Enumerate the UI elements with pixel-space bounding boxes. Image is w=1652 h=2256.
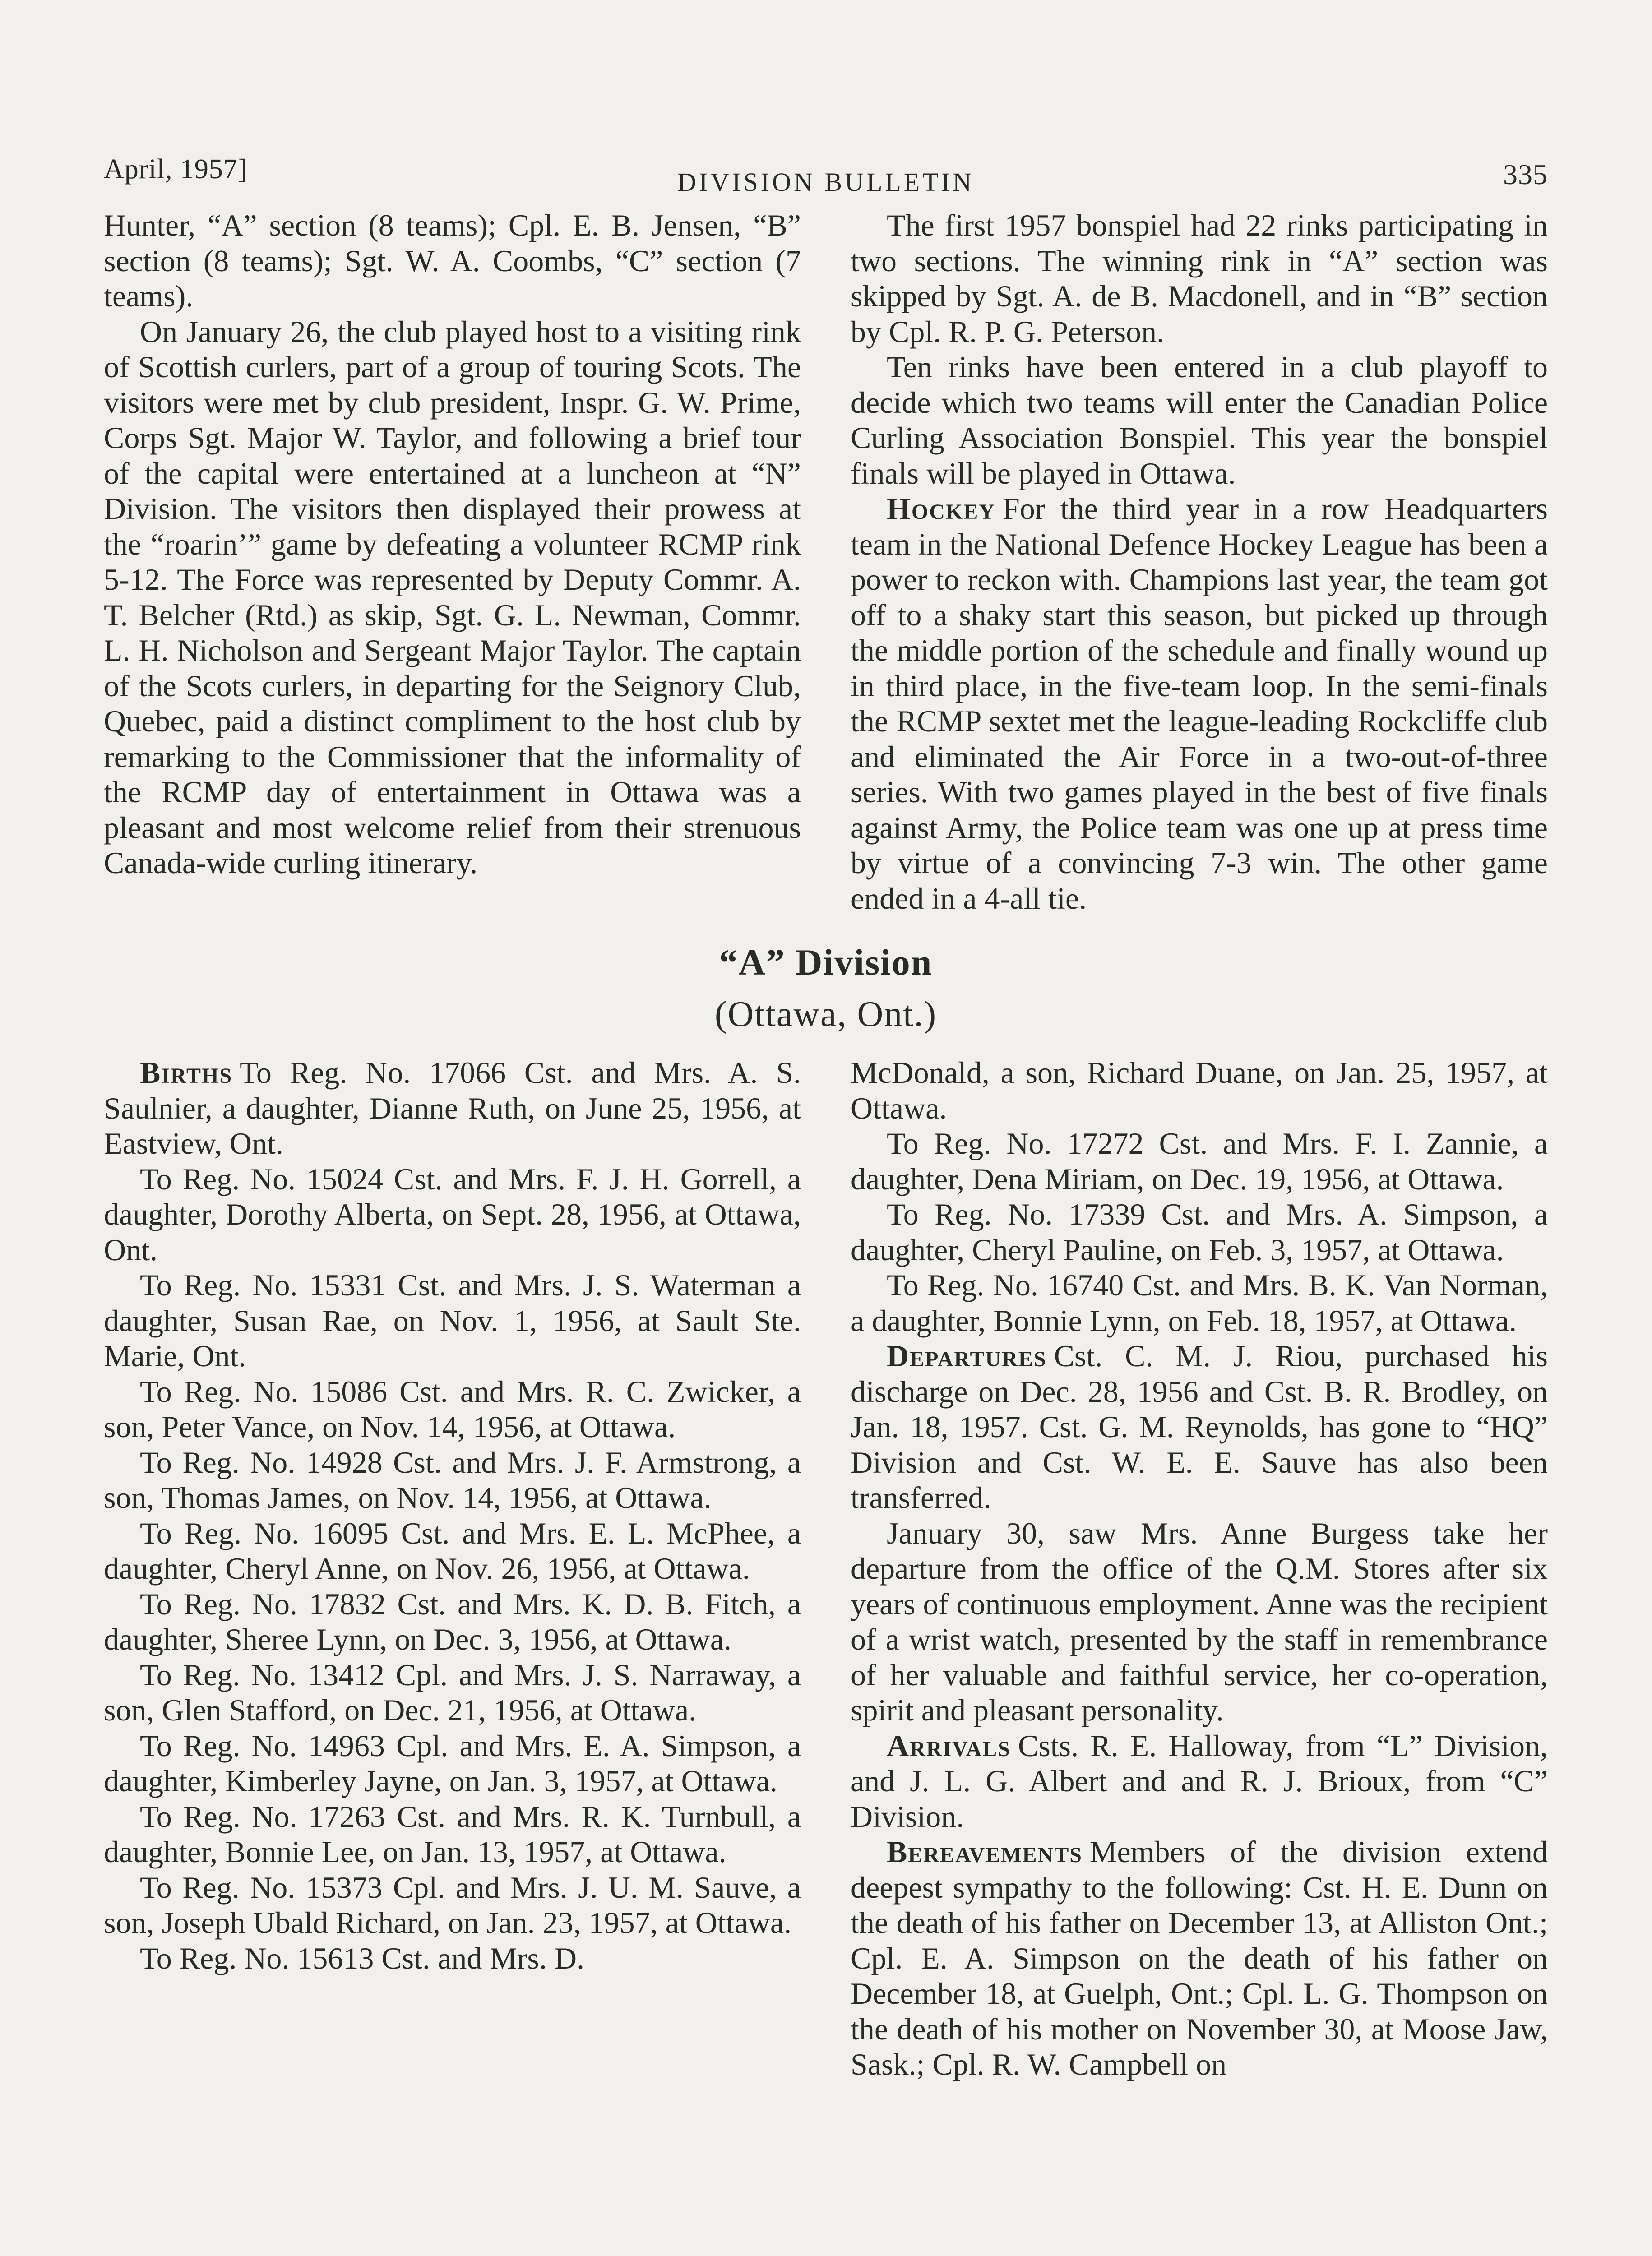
scottish-visit-paragraph: On January 26, the club played host to a visiting rink of Scottish curlers, part of a group of touring Scots. The visitors were met by club president, Inspr. G. W. Prime, Corps Sgt. Major W. Taylor, and following a brief tour of the capital were entertained at a luncheon at “N” Division. The visitors then displayed their prowess at the “roarin’” game by defeating a volunteer RCMP rink 5-12. The Force was represented by Deputy Commr. A. T. Belcher (Rtd.) as skip, Sgt. G. L. Newman, Commr. L. H. Nicholson and Sergeant Major Taylor. The captain of the Scots curlers, in departing for the Seignory Club, Quebec, paid a distinct compliment to the host club by remarking to the Commissioner that the informality of the RCMP day of entertainment in Ottawa was a pleasant and most welcome relief from their strenuous Canada-wide curling itinerary. [104,314,801,880]
departures-paragraph [851,1338,1548,1516]
hockey-paragraph [851,491,1548,916]
playoff-paragraph: Ten rinks have been entered in a club playoff to decide which two teams will enter the Canadian Police Curling Association Bonspiel. This year the bonspiel finals will be played in Ottawa. [851,350,1548,490]
bottom-section [104,1055,1548,2082]
bereavements-text: Members of the division extend deepest sympathy to the following: Cst. H. E. Dunn on the death of his father on December 13, at Alliston Ont.; Cpl. E. A. Simpson on the death of his father on December 18, at Guelph, Ont.; Cpl. L. G. Thompson on the death of his mother on November 30, at Moose Jaw, Sask.; Cpl. R. W. Campbell on [851,1835,1548,2081]
births-column [104,1055,801,2082]
notices-column [851,1055,1548,2082]
departures-text: Cst. C. M. J. Riou, purchased his discharge on Dec. 28, 1956 and Cst. B. R. Brodley, on Jan. 18, 1957. Cst. G. M. Reynolds, has gone to “HQ” Division and Cst. W. E. E. Sauve has also been transferred. [851,1339,1548,1515]
departures-label: Departures [887,1339,1047,1373]
bereavements-paragraph [851,1834,1548,2082]
bereavements-label: Bereavements [887,1835,1083,1869]
birth-entry: To Reg. No. 14928 Cst. and Mrs. J. F. Armstrong, a son, Thomas James, on Nov. 14, 1956, at Ottawa. [104,1445,801,1515]
birth-entry: To Reg. No. 15331 Cst. and Mrs. J. S. Waterman a daughter, Susan Rae, on Nov. 1, 1956, at Sault Ste. Marie, Ont. [104,1268,801,1373]
top-right-column [851,208,1548,916]
birth-entry: To Reg. No. 17272 Cst. and Mrs. F. I. Zannie, a daughter, Dena Miriam, on Dec. 19, 1956, at Ottawa. [851,1126,1548,1196]
arrivals-label: Arrivals [887,1728,1011,1763]
birth-entry: To Reg. No. 15086 Cst. and Mrs. R. C. Zwicker, a son, Peter Vance, on Nov. 14, 1956, at Ottawa. [104,1374,801,1444]
division-heading [104,938,1548,1041]
hockey-text: For the third year in a row Headquarters team in the National Defence Hockey League has been a power to reckon with. Champions last year, the team got off to a shaky start this season, but picked up through the middle portion of the schedule and finally wound up in third place, in the five-team loop. In the semi-finals the RCMP sextet met the league-leading Rockcliffe club and eliminated the Air Force in a two-out-of-three series. With two games played in the best of five finals against Army, the Police team was one up at press time by virtue of a convincing 7-3 win. The other game ended in a 4-all tie. [851,491,1548,915]
birth-entry: To Reg. No. 16740 Cst. and Mrs. B. K. Van Norman, a daughter, Bonnie Lynn, on Feb. 18, 1957, at Ottawa. [851,1268,1548,1338]
burgess-paragraph: January 30, saw Mrs. Anne Burgess take her departure from the office of the Q.M. Stores after six years of continuous employment. Anne was the recipient of a wrist watch, presented by the staff in remembrance of her valuable and faithful service, her co-operation, spirit and pleasant personality. [851,1516,1548,1727]
births-first-text: To Reg. No. 17066 Cst. and Mrs. A. S. Saulnier, a daughter, Dianne Ruth, on June 25, 1956, at Eastview, Ont. [104,1055,801,1160]
curling-sections-paragraph: Hunter, “A” section (8 teams); Cpl. E. B. Jensen, “B” section (8 teams); Sgt. W. A. Coombs, “C” section (7 teams). [104,208,801,313]
running-title: DIVISION BULLETIN [677,167,974,197]
division-title: “A” Division [719,942,933,983]
birth-entry: To Reg. No. 17263 Cst. and Mrs. R. K. Turnbull, a daughter, Bonnie Lee, on Jan. 13, 1957, at Ottawa. [104,1799,801,1869]
births-label: Births [140,1055,233,1090]
birth-entry: To Reg. No. 15373 Cpl. and Mrs. J. U. M. Sauve, a son, Joseph Ubald Richard, on Jan. 23, 1957, at Ottawa. [104,1870,801,1940]
birth-entry: To Reg. No. 16095 Cst. and Mrs. E. L. McPhee, a daughter, Cheryl Anne, on Nov. 26, 1956, at Ottawa. [104,1516,801,1586]
birth-entry: To Reg. No. 15024 Cst. and Mrs. F. J. H. Gorrell, a daughter, Dorothy Alberta, on Sept. 28, 1956, at Ottawa, Ont. [104,1161,801,1267]
birth-entry: To Reg. No. 17339 Cst. and Mrs. A. Simpson, a daughter, Cheryl Pauline, on Feb. 3, 1957, at Ottawa. [851,1197,1548,1267]
top-section [104,208,1548,916]
division-subtitle: (Ottawa, Ont.) [714,994,937,1034]
bulletin-page [104,144,1548,2082]
hockey-label: Hockey [887,491,995,526]
page-header [104,144,1548,199]
birth-entry: To Reg. No. 13412 Cpl. and Mrs. J. S. Narraway, a son, Glen Stafford, on Dec. 21, 1956, at Ottawa. [104,1657,801,1727]
birth-entry: To Reg. No. 14963 Cpl. and Mrs. E. A. Simpson, a daughter, Kimberley Jayne, on Jan. 3, 1957, at Ottawa. [104,1728,801,1798]
arrivals-paragraph [851,1728,1548,1835]
top-left-column [104,208,801,916]
page-number: 335 [1503,158,1548,190]
arrivals-text: Csts. R. E. Halloway, from “L” Division, and J. L. G. Albert and and R. J. Brioux, from “C” Division. [851,1728,1548,1834]
birth-entry-continued: McDonald, a son, Richard Duane, on Jan. 25, 1957, at Ottawa. [851,1055,1548,1125]
birth-entry: To Reg. No. 17832 Cst. and Mrs. K. D. B. Fitch, a daughter, Sheree Lynn, on Dec. 3, 1956, at Ottawa. [104,1586,801,1656]
issue-date: April, 1957] [104,154,248,185]
births-paragraph [104,1055,801,1161]
birth-entry: To Reg. No. 15613 Cst. and Mrs. D. [140,1941,585,1975]
bonspiel-paragraph: The first 1957 bonspiel had 22 rinks participating in two sections. The winning rink in “A” section was skipped by Sgt. A. de B. Macdonell, and in “B” section by Cpl. R. P. G. Peterson. [851,208,1548,349]
